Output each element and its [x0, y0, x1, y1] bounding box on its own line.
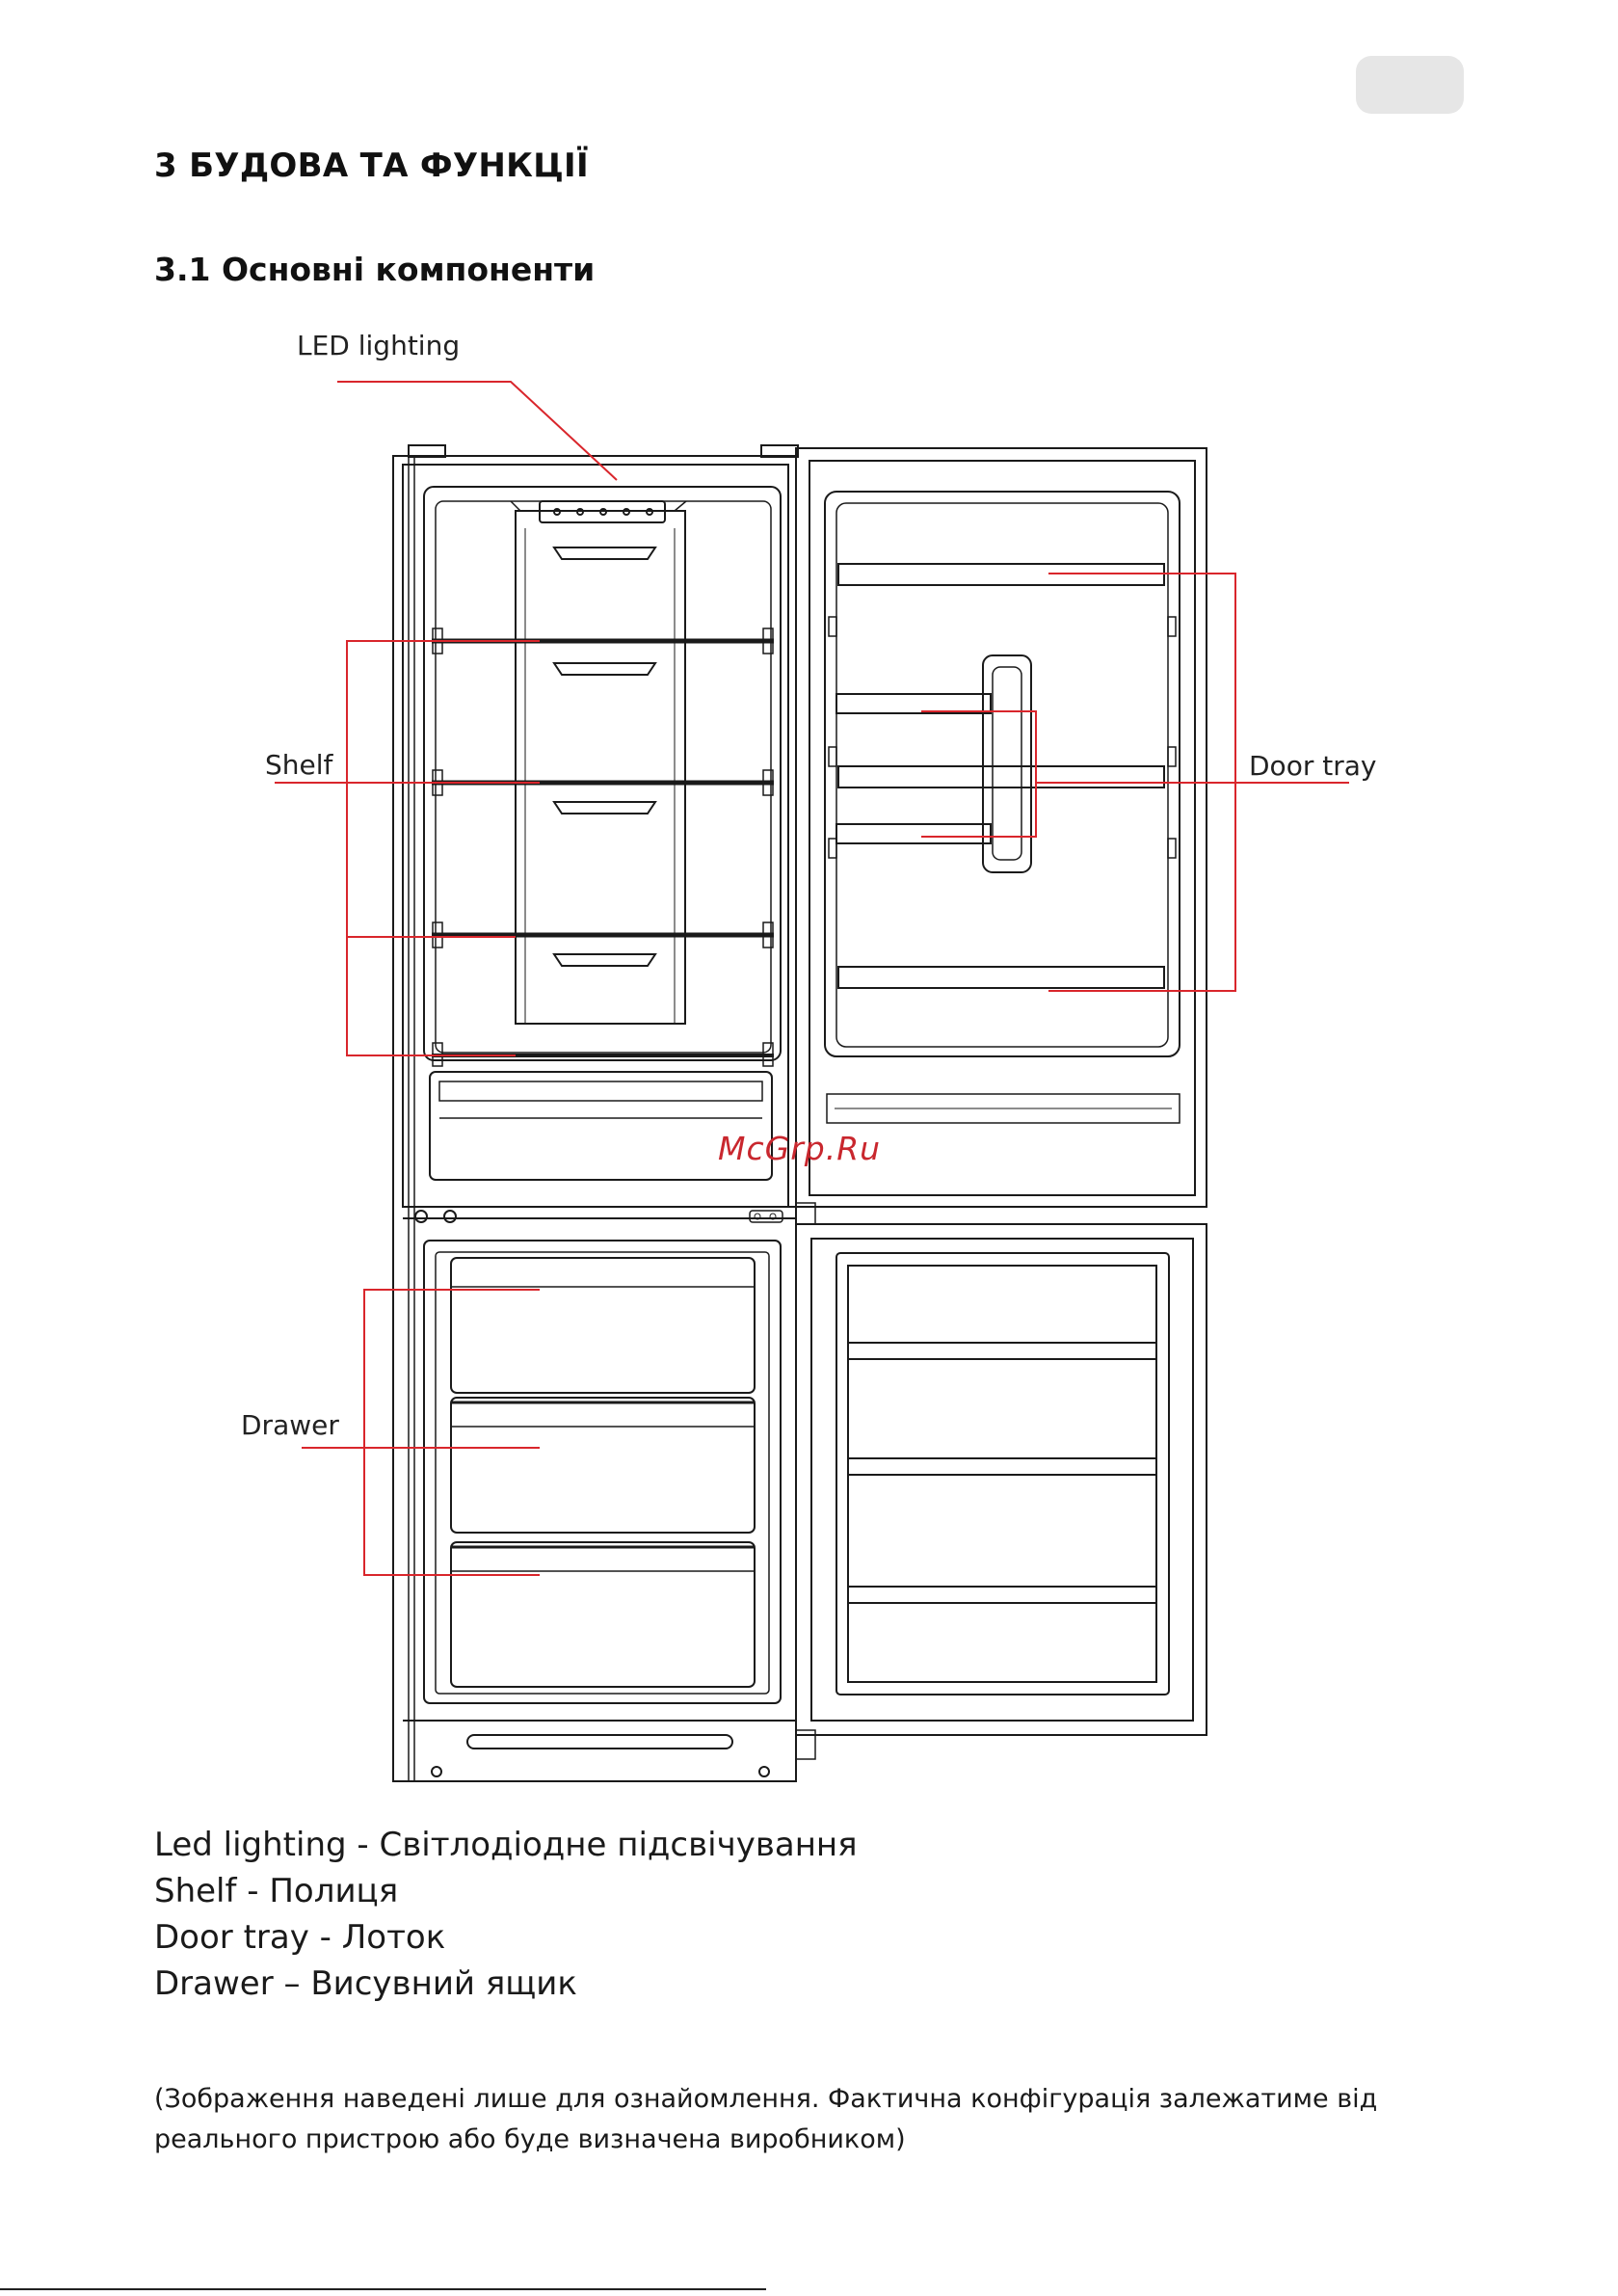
door-clips [829, 617, 1176, 858]
kick-plate [403, 1721, 796, 1776]
door-tray-inner-bracket [921, 711, 1036, 837]
door-upper [796, 448, 1207, 1207]
fridge-diagram [231, 318, 1407, 1802]
central-panel [511, 501, 686, 1024]
fridge-shelves [432, 641, 774, 1055]
label-door-tray: Door tray [1249, 750, 1377, 782]
fridge-body-left [393, 445, 798, 1781]
label-shelf: Shelf [265, 749, 333, 781]
label-led: LED lighting [297, 330, 461, 361]
legend-led: Led lighting - Світлодіодне підсвічування [154, 1826, 858, 1864]
legend-door-tray: Door tray - Лоток [154, 1918, 446, 1957]
watermark: McGrp.Ru [718, 1130, 882, 1167]
freezer-compartment [424, 1241, 781, 1703]
disclaimer-note: (Зображення наведені лише для ознайомлення. Фактична конфігурація залежатиме від реального пристрою або буде визначена виробником) [154, 2084, 1378, 2154]
section-title: 3 БУДОВА ТА ФУНКЦІЇ [154, 147, 589, 185]
compartment-divider [403, 1207, 796, 1222]
legend [154, 1822, 858, 2007]
footer-rule [0, 2288, 766, 2290]
legend-drawer: Drawer – Висувний ящик [154, 1964, 577, 2003]
label-drawer: Drawer [241, 1409, 339, 1441]
page-tab-marker [1356, 56, 1464, 114]
shelf-supports [433, 628, 773, 1066]
shelf-bracket [347, 641, 540, 1055]
door-lower [796, 1224, 1207, 1735]
subsection-title: 3.1 Основні компоненти [154, 251, 596, 288]
legend-shelf: Shelf - Полиця [154, 1872, 399, 1910]
door-trays [836, 564, 1164, 988]
panel-slots [554, 547, 655, 966]
